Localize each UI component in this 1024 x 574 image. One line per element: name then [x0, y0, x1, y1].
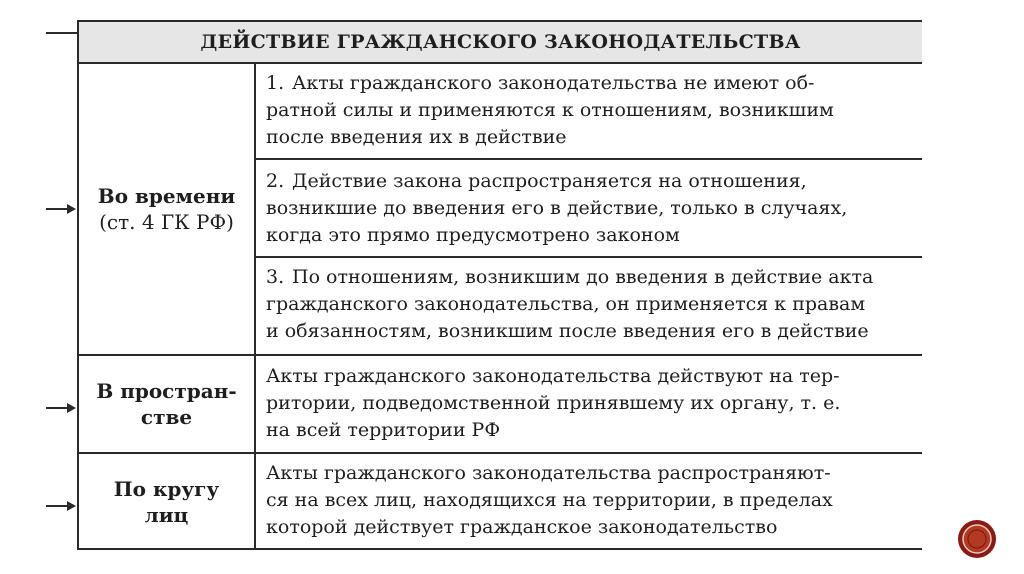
slide-badge-icon: [957, 519, 997, 559]
category-time: [79, 64, 254, 354]
table-bottom-rule: [79, 548, 922, 550]
divider: [254, 256, 922, 258]
item-line: возникшие до введения его в действие, только в случаях,: [266, 197, 848, 219]
time-item-1: [266, 70, 916, 151]
category-persons-label-line: лиц: [144, 503, 189, 527]
item-number: 3.: [266, 266, 285, 288]
arrow-right-icon: [46, 500, 76, 512]
column-divider: [254, 64, 256, 550]
category-space-label-line: стве: [140, 405, 193, 429]
law-table: [77, 20, 920, 550]
divider: [254, 158, 922, 160]
category-space: [79, 356, 254, 452]
persons-description: [266, 460, 916, 541]
item-number: 2.: [266, 170, 285, 192]
description-line: Акты гражданского законодательства распространяют-: [266, 462, 831, 484]
item-line: Действие закона распространяется на отношения,: [292, 170, 807, 192]
category-time-label: Во времени: [97, 184, 236, 208]
item-line: и обязанностям, возникшим после введения его в действие: [266, 320, 869, 342]
category-persons-label-line: По кругу: [113, 477, 220, 501]
arrow-right-icon: [46, 203, 76, 215]
description-line: ся на всех лиц, находящихся на территории, в пределах: [266, 489, 833, 511]
time-item-3: [266, 264, 916, 345]
item-number: 1.: [266, 72, 285, 94]
time-item-2: [266, 168, 916, 249]
item-line: ратной силы и применяются к отношениям, возникшим: [266, 99, 834, 121]
space-description: [266, 363, 916, 444]
description-line: Акты гражданского законодательства действуют на тер-: [266, 365, 840, 387]
description-line: ритории, подведомственной принявшему их органу, т. е.: [266, 392, 841, 414]
top-left-rule: [46, 32, 80, 34]
category-space-label-line: В простран-: [96, 379, 237, 403]
item-line: По отношениям, возникшим до введения в действие акта: [292, 266, 874, 288]
arrow-right-icon: [46, 402, 76, 414]
category-time-reference: (ст. 4 ГК РФ): [99, 210, 234, 234]
category-persons: [79, 454, 254, 550]
item-line: Акты гражданского законодательства не имеют об-: [292, 72, 815, 94]
item-line: после введения их в действие: [266, 126, 567, 148]
description-line: которой действует гражданское законодательство: [266, 516, 778, 538]
item-line: гражданского законодательства, он применяется к правам: [266, 293, 866, 315]
item-line: когда это прямо предусмотрено законом: [266, 224, 680, 246]
table-title: ДЕЙСТВИЕ ГРАЖДАНСКОГО ЗАКОНОДАТЕЛЬСТВА: [200, 31, 801, 53]
table-header: [79, 20, 922, 64]
description-line: на всей территории РФ: [266, 419, 501, 441]
